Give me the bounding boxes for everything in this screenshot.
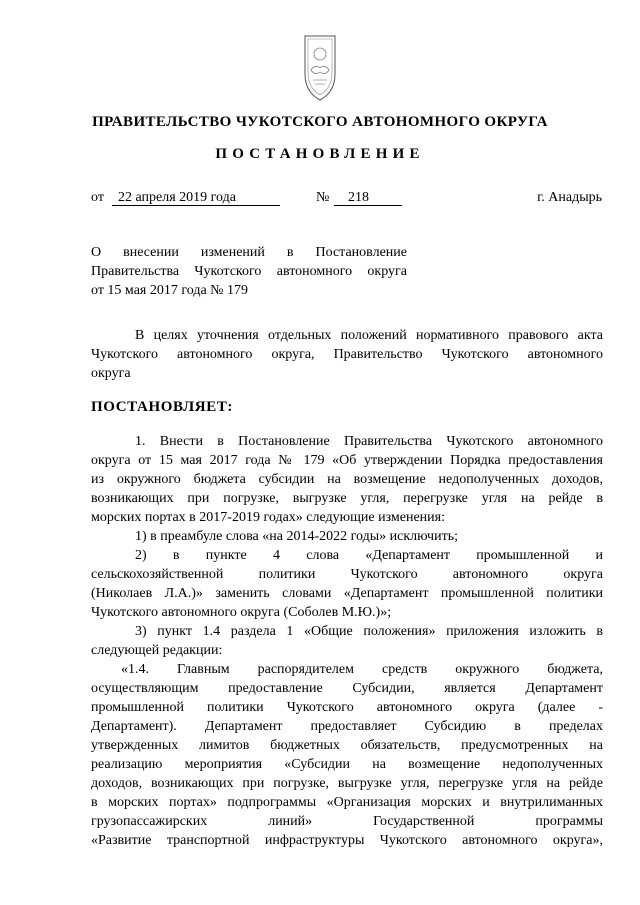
body-line: (Николаев Л.А.)» заменить словами «Департамент промышленной политики [91, 586, 603, 601]
body-line: грузопассажирских линий» Государственной программы [91, 814, 603, 829]
decree-body [91, 432, 603, 850]
body-line: Чукотского автономного округа (Соболев М.Ю.)»; [91, 605, 392, 620]
body-line: «Развитие транспортной инфраструктуры Чукотского автономного округа», [91, 833, 603, 848]
subject-block [91, 243, 407, 300]
body-line: 1. Внести в Постановление Правительства Чукотского автономного [135, 434, 603, 449]
preamble-line: В целях уточнения отдельных положений нормативного правового акта [135, 328, 603, 343]
body-line: в морских портах» подпрограммы «Организация морских и внутрилиманных [91, 795, 603, 810]
subject-line: О внесении изменений в Постановление [91, 245, 407, 260]
decree-number-value: 218 [334, 190, 402, 206]
government-name-heading: ПРАВИТЕЛЬСТВО ЧУКОТСКОГО АВТОНОМНОГО ОКРУГА [92, 114, 548, 130]
body-line: «1.4. Главным распорядителем средств окружного бюджета, [121, 662, 603, 677]
body-line: 1) в преамбуле слова «на 2014-2022 годы» исключить; [135, 529, 458, 544]
body-line: осуществляющим предоставление Субсидии, является Департамент [91, 681, 603, 696]
body-line: морских портах в 2017-2019 годах» следующие изменения: [91, 510, 445, 525]
body-line: 3) пункт 1.4 раздела 1 «Общие положения» приложения изложить в [135, 624, 603, 639]
subject-line: от 15 мая 2017 года № 179 [91, 283, 249, 298]
body-line: Департамент). Департамент предоставляет Субсидию в пределах [91, 719, 603, 734]
decree-date [112, 190, 280, 206]
body-line: следующей редакции: [91, 643, 223, 658]
body-line: утвержденных лимитов бюджетных обязательств, предусмотренных на [91, 738, 603, 753]
document-type-heading: ПОСТАНОВЛЕНИЕ [215, 146, 425, 162]
number-label: № [316, 190, 330, 205]
preamble-line: Чукотского автономного округа, Правительство Чукотского автономного [91, 347, 603, 362]
preamble-line: округа [91, 366, 131, 381]
body-line: из окружного бюджета субсидии на возмещение недополученных доходов, [91, 472, 603, 487]
body-line: 2) в пункте 4 слова «Департамент промышленной и [135, 548, 603, 563]
coat-of-arms-emblem [301, 30, 339, 106]
body-line: возникающих при погрузке, выгрузке угля, перегрузке угля на рейде в [91, 491, 603, 506]
decree-number [334, 190, 402, 206]
body-line: промышленной политики Чукотского автономного округа (далее - [91, 700, 603, 715]
date-label: от [91, 190, 104, 205]
body-line: реализацию мероприятия «Субсидии на возмещение недополученных [91, 757, 603, 772]
subject-line: Правительства Чукотского автономного округа [91, 264, 407, 279]
decree-date-value: 22 апреля 2019 года [112, 190, 280, 206]
preamble-paragraph [91, 326, 603, 383]
city-name: г. Анадырь [537, 190, 602, 205]
resolves-heading: ПОСТАНОВЛЯЕТ: [91, 399, 234, 415]
body-line: доходов, возникающих при погрузке, выгрузке угля, перегрузке угля на рейде [91, 776, 603, 791]
body-line: округа от 15 мая 2017 года № 179 «Об утверждении Порядка предоставления [91, 453, 603, 468]
body-line: сельскохозяйственной политики Чукотского автономного округа [91, 567, 603, 582]
